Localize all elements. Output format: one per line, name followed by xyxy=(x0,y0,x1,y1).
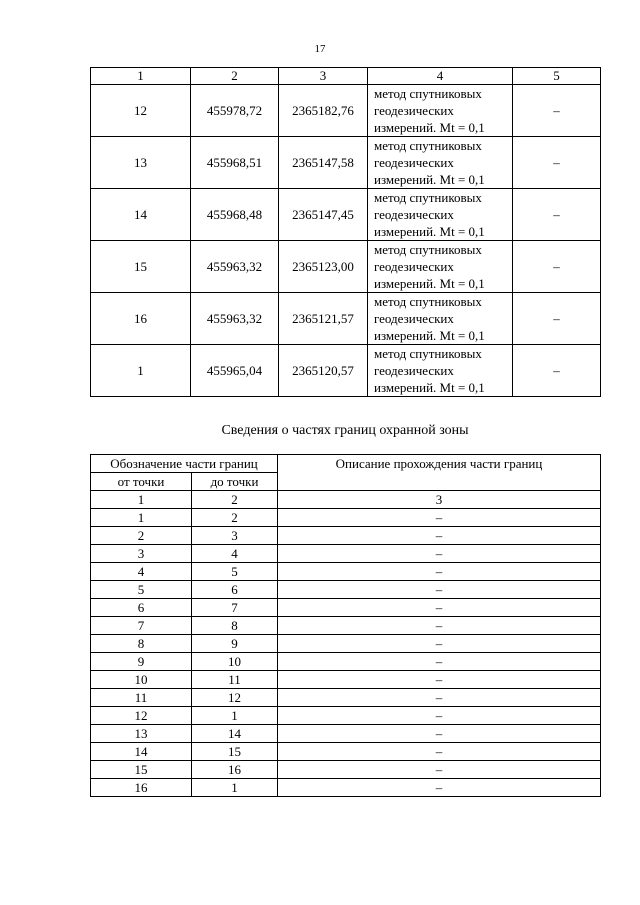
to-point-cell: 2 xyxy=(192,509,278,527)
method-line: метод спутниковых xyxy=(374,86,482,101)
description-cell: – xyxy=(278,581,601,599)
to-point-cell: 3 xyxy=(192,527,278,545)
method-line: измерений. Mt = 0,1 xyxy=(374,120,485,135)
boundary-parts-table xyxy=(90,454,601,797)
boundary-part-row xyxy=(91,725,601,743)
description-cell: – xyxy=(278,545,601,563)
description-cell: – xyxy=(278,725,601,743)
boundary-part-row xyxy=(91,653,601,671)
method-line: измерений. Mt = 0,1 xyxy=(374,224,485,239)
boundary-part-row xyxy=(91,599,601,617)
to-point-cell: 5 xyxy=(192,563,278,581)
note-cell: – xyxy=(513,85,601,137)
to-point-cell: 6 xyxy=(192,581,278,599)
coordinate-row xyxy=(91,85,601,137)
to-point-cell: 15 xyxy=(192,743,278,761)
from-point-cell: 11 xyxy=(91,689,192,707)
method-line: метод спутниковых xyxy=(374,346,482,361)
designation-header: Обозначение части границ xyxy=(91,455,278,473)
from-point-cell: 1 xyxy=(91,491,192,509)
method-line: геодезических xyxy=(374,155,454,170)
section-title: Сведения о частях границ охранной зоны xyxy=(221,423,469,438)
boundary-part-row xyxy=(91,779,601,797)
to-point-cell: 14 xyxy=(192,725,278,743)
to-point-cell: 1 xyxy=(192,779,278,797)
to-point-cell: 16 xyxy=(192,761,278,779)
y-coordinate-cell: 2365147,58 xyxy=(279,137,368,189)
method-line: метод спутниковых xyxy=(374,294,482,309)
method-line: измерений. Mt = 0,1 xyxy=(374,328,485,343)
method-line: геодезических xyxy=(374,103,454,118)
to-point-cell: 10 xyxy=(192,653,278,671)
to-point-cell: 4 xyxy=(192,545,278,563)
from-point-cell: 6 xyxy=(91,599,192,617)
to-point-cell: 8 xyxy=(192,617,278,635)
coordinate-row xyxy=(91,345,601,397)
note-cell: – xyxy=(513,189,601,241)
from-point-cell: 2 xyxy=(91,527,192,545)
y-coordinate-cell: 2365147,45 xyxy=(279,189,368,241)
parts-header-row xyxy=(91,455,601,473)
method-line: метод спутниковых xyxy=(374,138,482,153)
method-cell xyxy=(368,85,513,137)
boundary-part-row xyxy=(91,743,601,761)
point-number-cell: 1 xyxy=(91,345,191,397)
point-number-cell: 13 xyxy=(91,137,191,189)
description-cell: – xyxy=(278,671,601,689)
point-number-cell: 16 xyxy=(91,293,191,345)
y-coordinate-cell: 2365182,76 xyxy=(279,85,368,137)
y-coordinate-cell: 2365120,57 xyxy=(279,345,368,397)
point-number-cell: 12 xyxy=(91,85,191,137)
note-cell: – xyxy=(513,241,601,293)
boundary-part-row xyxy=(91,545,601,563)
point-number-cell: 15 xyxy=(91,241,191,293)
method-line: измерений. Mt = 0,1 xyxy=(374,380,485,395)
note-cell: – xyxy=(513,137,601,189)
coordinate-row xyxy=(91,189,601,241)
description-cell: – xyxy=(278,707,601,725)
y-coordinate-cell: 2365123,00 xyxy=(279,241,368,293)
boundary-part-row xyxy=(91,707,601,725)
from-point-cell: 15 xyxy=(91,761,192,779)
from-point-cell: 1 xyxy=(91,509,192,527)
x-coordinate-cell: 455978,72 xyxy=(191,85,279,137)
from-point-cell: 8 xyxy=(91,635,192,653)
to-point-cell: 7 xyxy=(192,599,278,617)
boundary-part-row xyxy=(91,527,601,545)
boundary-part-row xyxy=(91,563,601,581)
description-cell: – xyxy=(278,635,601,653)
page-number: 17 xyxy=(314,43,326,55)
method-cell xyxy=(368,293,513,345)
coordinates-table xyxy=(90,67,601,397)
x-coordinate-cell: 455965,04 xyxy=(191,345,279,397)
description-cell: – xyxy=(278,689,601,707)
method-line: измерений. Mt = 0,1 xyxy=(374,276,485,291)
description-cell: – xyxy=(278,761,601,779)
from-point-cell: 4 xyxy=(91,563,192,581)
from-point-cell: 5 xyxy=(91,581,192,599)
from-point-cell: 13 xyxy=(91,725,192,743)
coordinate-row xyxy=(91,137,601,189)
from-point-cell: 7 xyxy=(91,617,192,635)
to-point-header: до точки xyxy=(192,473,278,491)
point-number-cell: 14 xyxy=(91,189,191,241)
to-point-cell: 12 xyxy=(192,689,278,707)
from-point-header: от точки xyxy=(91,473,192,491)
coordinate-row xyxy=(91,241,601,293)
boundary-part-row xyxy=(91,509,601,527)
method-line: метод спутниковых xyxy=(374,242,482,257)
boundary-part-row xyxy=(91,635,601,653)
note-cell: – xyxy=(513,345,601,397)
to-point-cell: 9 xyxy=(192,635,278,653)
to-point-cell: 2 xyxy=(192,491,278,509)
column-number-header: 5 xyxy=(513,68,601,85)
from-point-cell: 14 xyxy=(91,743,192,761)
description-cell: – xyxy=(278,527,601,545)
boundary-part-row xyxy=(91,617,601,635)
description-cell: – xyxy=(278,653,601,671)
boundary-part-row xyxy=(91,491,601,509)
method-line: измерений. Mt = 0,1 xyxy=(374,172,485,187)
method-cell xyxy=(368,137,513,189)
method-line: геодезических xyxy=(374,311,454,326)
x-coordinate-cell: 455963,32 xyxy=(191,293,279,345)
description-cell: – xyxy=(278,743,601,761)
boundary-part-row xyxy=(91,761,601,779)
to-point-cell: 11 xyxy=(192,671,278,689)
note-cell: – xyxy=(513,293,601,345)
description-cell: – xyxy=(278,617,601,635)
description-cell: – xyxy=(278,779,601,797)
coordinates-header-row xyxy=(91,68,601,85)
description-header: Описание прохождения части границ xyxy=(278,455,601,491)
column-number-header: 1 xyxy=(91,68,191,85)
x-coordinate-cell: 455968,51 xyxy=(191,137,279,189)
to-point-cell: 1 xyxy=(192,707,278,725)
method-cell xyxy=(368,345,513,397)
column-number-header: 3 xyxy=(279,68,368,85)
description-cell: – xyxy=(278,599,601,617)
method-line: геодезических xyxy=(374,259,454,274)
description-cell: 3 xyxy=(278,491,601,509)
description-cell: – xyxy=(278,509,601,527)
description-cell: – xyxy=(278,563,601,581)
from-point-cell: 10 xyxy=(91,671,192,689)
method-line: геодезических xyxy=(374,363,454,378)
coordinate-row xyxy=(91,293,601,345)
method-line: геодезических xyxy=(374,207,454,222)
boundary-part-row xyxy=(91,581,601,599)
x-coordinate-cell: 455963,32 xyxy=(191,241,279,293)
x-coordinate-cell: 455968,48 xyxy=(191,189,279,241)
method-line: метод спутниковых xyxy=(374,190,482,205)
method-cell xyxy=(368,241,513,293)
from-point-cell: 12 xyxy=(91,707,192,725)
boundary-part-row xyxy=(91,671,601,689)
column-number-header: 2 xyxy=(191,68,279,85)
method-cell xyxy=(368,189,513,241)
column-number-header: 4 xyxy=(368,68,513,85)
y-coordinate-cell: 2365121,57 xyxy=(279,293,368,345)
from-point-cell: 3 xyxy=(91,545,192,563)
from-point-cell: 9 xyxy=(91,653,192,671)
boundary-part-row xyxy=(91,689,601,707)
from-point-cell: 16 xyxy=(91,779,192,797)
